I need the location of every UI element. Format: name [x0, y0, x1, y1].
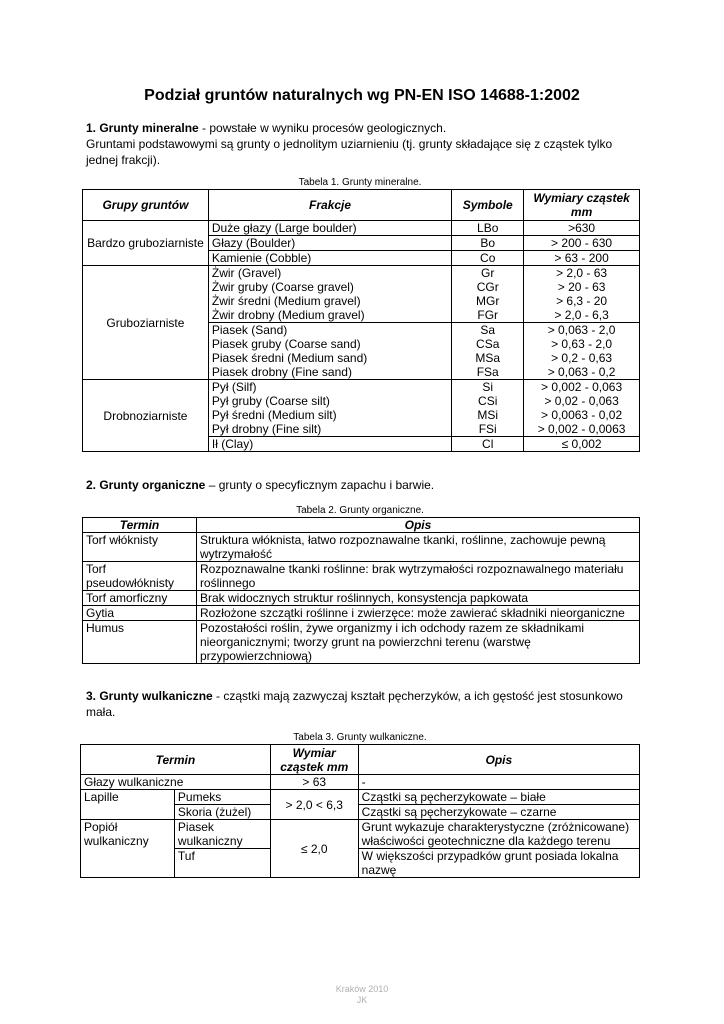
table-row: [83, 562, 640, 591]
fraction-cell: Pył (Silf) Pył gruby (Coarse silt) Pył średni (Medium silt) Pył drobny (Fine silt): [208, 380, 451, 437]
fraction-cell: Kamienie (Cobble): [208, 251, 451, 266]
col-header-term: Termin: [83, 518, 197, 533]
table-row: [83, 266, 640, 323]
section1-heading: 1. Grunty mineralne: [86, 121, 199, 135]
section1-intro: 1. Grunty mineralne - powstałe w wyniku procesów geologicznych. Gruntami podstawowymi są grunty o jednolitym uziarnieniu (tj. grunty składające się z cząstek tylko jednej frakcji).: [86, 121, 613, 167]
table-row: [81, 775, 640, 790]
col-header-desc: Opis: [358, 745, 639, 775]
desc-cell: Pozostałości roślin, żywe organizmy i ich odchody razem ze składnikami nieorganicznymi; tworzy grunt na powierzchni terenu (warstwę przypowierzchniową): [196, 621, 639, 664]
term-cell: Humus: [83, 621, 197, 664]
symbol-cell: Sa CSa MSa FSa: [452, 323, 524, 380]
col-header-desc: Opis: [196, 518, 639, 533]
size-cell: ≤ 0,002: [524, 437, 640, 452]
size-cell: > 200 - 630: [524, 236, 640, 251]
fraction-cell: Głazy (Boulder): [208, 236, 451, 251]
symbol-cell: Cl: [452, 437, 524, 452]
fraction-cell: Ił (Clay): [208, 437, 451, 452]
term-cell: Torf włóknisty: [83, 533, 197, 562]
section3-intro: 3. Grunty wulkaniczne - cząstki mają zazwyczaj kształt pęcherzyków, a ich gęstość jest stosunkowo mała.: [86, 689, 623, 719]
term-cell: Torf pseudowłóknisty: [83, 562, 197, 591]
table-header-row: [81, 745, 640, 775]
col-header-symbols: Symbole: [452, 190, 524, 221]
table-row: [81, 820, 640, 849]
table2-caption: Tabela 2. Grunty organiczne.: [296, 505, 424, 516]
section2-intro: 2. Grunty organiczne – grunty o specyficznym zapachu i barwie.: [86, 478, 435, 492]
desc-cell: Grunt wykazuje charakterystyczne (zróżnicowane) właściwości geotechniczne dla każdego terenu: [358, 820, 639, 849]
symbol-cell: Co: [452, 251, 524, 266]
table-row: [83, 533, 640, 562]
group-name: Drobnoziarniste: [83, 380, 209, 452]
table-header-row: [83, 518, 640, 533]
term-cell: Lapille: [81, 790, 175, 820]
table-row: [83, 621, 640, 664]
table-row: [83, 606, 640, 621]
page-title: Podział gruntów naturalnych wg PN-EN ISO 14688-1:2002: [144, 87, 580, 104]
desc-cell: Rozpoznawalne tkanki roślinne: brak wytrzymałości rozpoznawalnego materiału roślinnego: [196, 562, 639, 591]
table1-caption: Tabela 1. Grunty mineralne.: [298, 177, 422, 188]
desc-cell: Cząstki są pęcherzykowate – białe: [358, 790, 639, 805]
section3-heading: 3. Grunty wulkaniczne: [86, 689, 213, 703]
size-cell: > 2,0 - 63 > 20 - 63 > 6,3 - 20 > 2,0 - 6,3: [524, 266, 640, 323]
subterm-cell: Piasek wulkaniczny: [174, 820, 270, 849]
desc-cell: -: [358, 775, 639, 790]
col-header-term: Termin: [81, 745, 271, 775]
table-row: [83, 221, 640, 236]
subterm-cell: Skoria (żużel): [174, 805, 270, 820]
table3-caption: Tabela 3. Grunty wulkaniczne.: [293, 732, 427, 743]
group-name: Gruboziarniste: [83, 266, 209, 380]
desc-cell: Brak widocznych struktur roślinnych, konsystencja papkowata: [196, 591, 639, 606]
col-header-groups: Grupy gruntów: [83, 190, 209, 221]
table-volcanic: [80, 744, 640, 878]
term-cell: Torf amorficzny: [83, 591, 197, 606]
table-organic: [82, 517, 640, 664]
size-cell: > 63 - 200: [524, 251, 640, 266]
desc-cell: Struktura włóknista, łatwo rozpoznawalne tkanki, roślinne, zachowuje pewną wytrzymałość: [196, 533, 639, 562]
desc-cell: W większości przypadków grunt posiada lokalna nazwę: [358, 849, 639, 878]
subterm-cell: Pumeks: [174, 790, 270, 805]
symbol-cell: Si CSi MSi FSi: [452, 380, 524, 437]
symbol-cell: LBo: [452, 221, 524, 236]
size-cell: > 2,0 < 6,3: [270, 790, 358, 820]
symbol-cell: Gr CGr MGr FGr: [452, 266, 524, 323]
desc-cell: Rozłożone szczątki roślinne i zwierzęce: może zawierać składniki nieorganiczne: [196, 606, 639, 621]
table-row: [83, 380, 640, 437]
table-row: [81, 790, 640, 805]
group-name: Bardzo gruboziarniste: [83, 221, 209, 266]
col-header-sizes: Wymiary cząstek mm: [524, 190, 640, 221]
size-cell: > 0,063 - 2,0 > 0,63 - 2,0 > 0,2 - 0,63 > 0,063 - 0,2: [524, 323, 640, 380]
size-cell: ≤ 2,0: [270, 820, 358, 878]
table-row: [83, 591, 640, 606]
footer-place-year: Kraków 2010: [335, 984, 389, 994]
size-cell: > 0,002 - 0,063 > 0,02 - 0,063 > 0,0063 - 0,02 > 0,002 - 0,0063: [524, 380, 640, 437]
col-header-size: Wymiar cząstek mm: [270, 745, 358, 775]
fraction-cell: Duże głazy (Large boulder): [208, 221, 451, 236]
fraction-cell: Żwir (Gravel) Żwir gruby (Coarse gravel) Żwir średni (Medium gravel) Żwir drobny (Medium gravel): [208, 266, 451, 323]
term-cell: Głazy wulkaniczne: [81, 775, 271, 790]
term-cell: Gytia: [83, 606, 197, 621]
term-cell: Popiół wulkaniczny: [81, 820, 175, 878]
size-cell: > 63: [270, 775, 358, 790]
col-header-fractions: Frakcje: [208, 190, 451, 221]
fraction-cell: Piasek (Sand) Piasek gruby (Coarse sand) Piasek średni (Medium sand) Piasek drobny (Fine sand): [208, 323, 451, 380]
table-header-row: [83, 190, 640, 221]
section2-heading: 2. Grunty organiczne: [86, 478, 206, 492]
symbol-cell: Bo: [452, 236, 524, 251]
table-mineral: [82, 189, 640, 452]
subterm-cell: Tuf: [174, 849, 270, 878]
desc-cell: Cząstki są pęcherzykowate – czarne: [358, 805, 639, 820]
footer-initials: JK: [356, 995, 368, 1005]
size-cell: >630: [524, 221, 640, 236]
